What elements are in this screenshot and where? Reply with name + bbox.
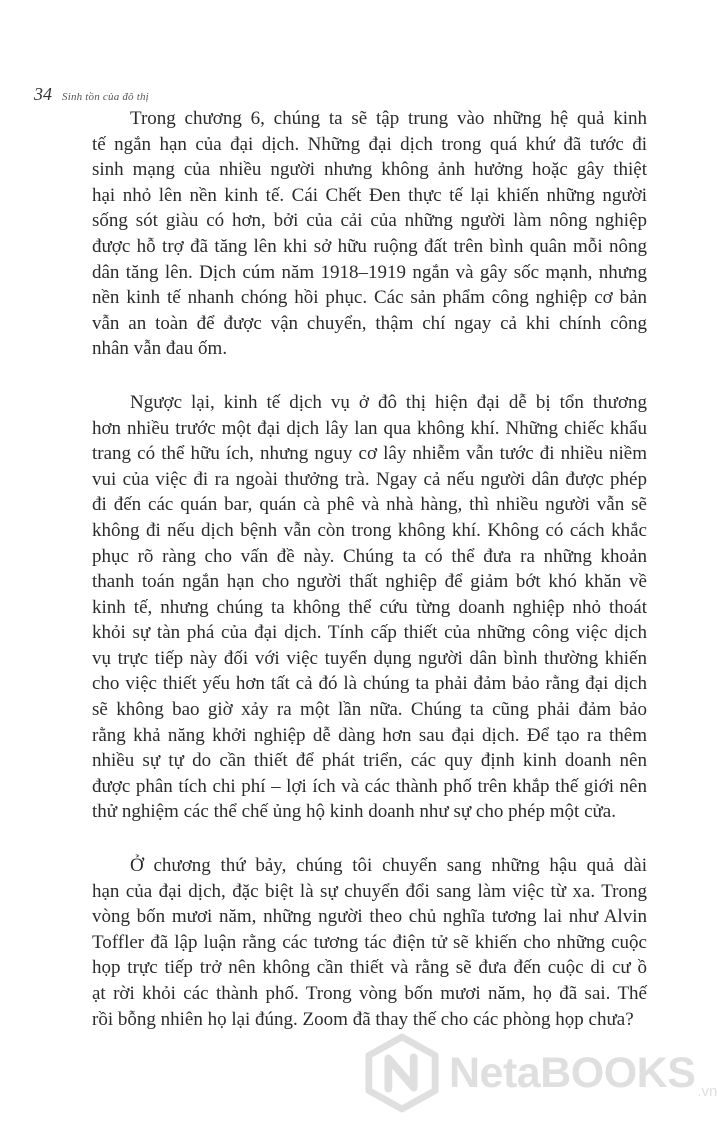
text-line: hại nhỏ lên nền kinh tế. Cái Chết Đen thực tế lại khiến những người	[92, 184, 647, 206]
text-line: nhiều sự tự do cần thiết để phát triển, các quy định kinh doanh nên	[92, 750, 647, 772]
paragraph	[92, 853, 647, 1032]
text-line: phục rõ ràng cho vấn đề này. Chúng ta có thể đưa ra những khoản	[92, 545, 647, 567]
text-line: nhân vẫn đau ốm.	[92, 338, 228, 360]
text-line: sống sót giàu có hơn, bởi của cải của những người làm nông nghiệp	[92, 210, 647, 232]
text-line: vẫn an toàn để được vận chuyển, thậm chí ngay cả khi chính công	[92, 312, 647, 334]
page-header	[34, 84, 149, 105]
text-line: Ngược lại, kinh tế dịch vụ ở đô thị hiện đại dễ bị tổn thương	[130, 391, 647, 413]
text-line: không đi nếu dịch bệnh vẫn còn trong không khí. Không có cách khắc	[92, 519, 647, 541]
paragraph	[92, 106, 647, 362]
text-line: họp trực tiếp trở nên không cần thiết và rằng sẽ đưa đến cuộc di cư ồ	[92, 957, 647, 979]
text-line: Ở chương thứ bảy, chúng tôi chuyển sang những hậu quả dài	[130, 855, 647, 877]
body-text	[92, 106, 647, 1060]
text-line: Toffler đã lập luận rằng các tương tác điện tử sẽ khiến cho những cuộc	[92, 931, 647, 953]
text-line: cho việc thiết yếu hơn tất cả đó là chúng ta phải đảm bảo rằng đại dịch	[92, 673, 647, 695]
text-line: kinh tế, nhưng chúng ta không thể cứu từng doanh nghiệp nhỏ thoát	[92, 596, 647, 618]
running-head: Sinh tồn của đô thị	[62, 91, 149, 103]
text-line: đi đến các quán bar, quán cà phê và nhà hàng, thì nhiều người vẫn sẽ	[92, 494, 647, 516]
text-line: rồi bỗng nhiên họ lại đúng. Zoom đã thay thế cho các phòng họp chưa?	[92, 1008, 634, 1030]
watermark-suffix: .vn	[697, 1083, 717, 1100]
text-line: tế ngắn hạn của đại dịch. Những đại dịch trong quá khứ đã tước đi	[92, 133, 647, 155]
text-line: nền kinh tế nhanh chóng hồi phục. Các sản phẩm công nghiệp cơ bản	[92, 287, 647, 309]
text-line: dân tăng lên. Dịch cúm năm 1918–1919 ngắn và gây sốc mạnh, nhưng	[92, 261, 647, 283]
text-line: Trong chương 6, chúng ta sẽ tập trung vào những hệ quả kinh	[130, 108, 647, 129]
text-line: thanh toán ngắn hạn cho người thất nghiệp để giảm bớt khó khăn về	[92, 571, 647, 593]
page-number: 34	[34, 84, 52, 104]
text-line: ạt rời khỏi các thành phố. Trong vòng bốn mươi năm, họ đã sai. Thế	[92, 983, 647, 1004]
text-line: sẽ không bao giờ xảy ra một lần nữa. Chúng ta cũng phải đảm bảo	[92, 699, 647, 721]
watermark-brand: NetaBOOKS	[449, 1048, 696, 1097]
netabooks-logo-icon	[363, 1034, 441, 1112]
text-line: trang có thể hữu ích, nhưng nguy cơ lây nhiễm vẫn tước đi nhiều niềm	[92, 443, 647, 465]
text-line: hơn nhiều trước một đại dịch lây lan qua không khí. Những chiếc khẩu	[92, 417, 647, 439]
watermark	[363, 1034, 717, 1112]
paragraph	[92, 390, 647, 825]
text-line: vụ trực tiếp này đối với việc tuyển dụng người dân bình thường khiến	[92, 647, 647, 669]
text-line: được hỗ trợ đã tăng lên khi sở hữu ruộng đất trên bình quân mỗi nông	[92, 235, 647, 257]
text-line: được phân tích chi phí – lợi ích và các thành phố trên khắp thế giới nên	[92, 775, 647, 797]
text-line: khỏi sự tàn phá của đại dịch. Tính cấp thiết của những công việc dịch	[92, 622, 647, 644]
text-line: sinh mạng của nhiều người nhưng không ảnh hưởng hoặc gây thiệt	[92, 159, 647, 181]
text-line: hạn của đại dịch, đặc biệt là sự chuyển đổi sang làm việc từ xa. Trong	[92, 880, 647, 902]
text-line: vòng bốn mươi năm, những người theo chủ nghĩa tương lai như Alvin	[92, 906, 647, 928]
text-line: vui của việc đi ra ngoài thưởng trà. Ngay cả nếu người dân được phép	[92, 468, 647, 490]
text-line: thử nghiệm các thể chế ủng hộ kinh doanh như sự cho phép một cửa.	[92, 801, 616, 823]
text-line: rằng khả năng khởi nghiệp dễ dàng hơn sau đại dịch. Để tạo ra thêm	[92, 724, 647, 746]
